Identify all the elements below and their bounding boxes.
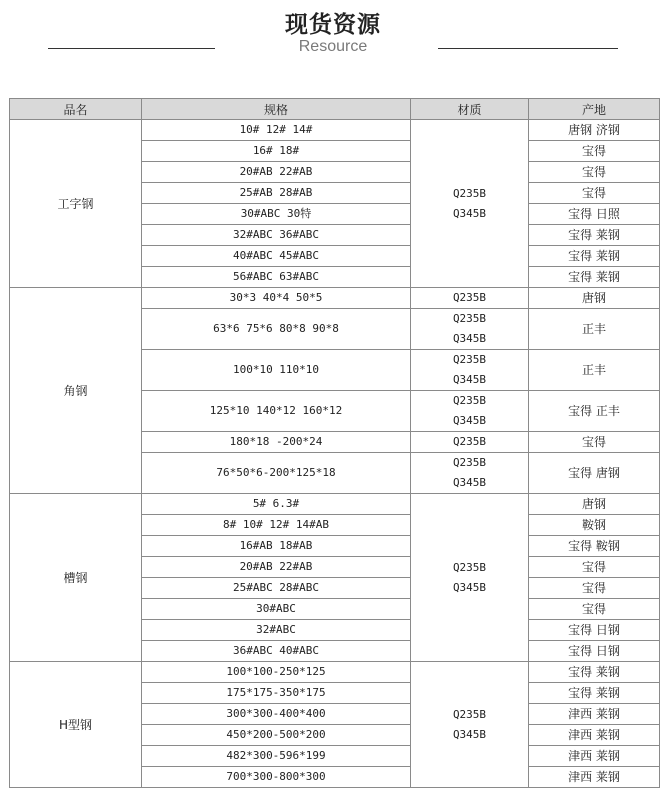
origin-cell: 鞍钢 bbox=[529, 515, 660, 536]
column-header-spec: 规格 bbox=[142, 99, 411, 120]
origin-cell: 宝得 bbox=[529, 432, 660, 453]
title-divider-right bbox=[438, 48, 618, 49]
material-value: Q235B bbox=[452, 456, 487, 469]
column-header-material: 材质 bbox=[411, 99, 529, 120]
spec-cell: 125*10 140*12 160*12 bbox=[142, 391, 411, 432]
material-value: Q235B bbox=[452, 186, 487, 200]
spec-cell: 100*100-250*125 bbox=[142, 662, 411, 683]
origin-cell: 宝得 正丰 bbox=[529, 391, 660, 432]
material-cell bbox=[411, 391, 529, 432]
spec-cell: 482*300-596*199 bbox=[142, 746, 411, 767]
table-row bbox=[10, 494, 660, 515]
spec-cell: 56#ABC 63#ABC bbox=[142, 267, 411, 288]
spec-cell: 20#AB 22#AB bbox=[142, 162, 411, 183]
material-value: Q235B bbox=[452, 312, 487, 325]
spec-cell: 36#ABC 40#ABC bbox=[142, 641, 411, 662]
origin-cell: 唐钢 济钢 bbox=[529, 120, 660, 141]
material-value: Q235B bbox=[452, 291, 487, 304]
product-name-cell: H型钢 bbox=[10, 662, 142, 788]
spec-cell: 76*50*6-200*125*18 bbox=[142, 453, 411, 494]
table-row bbox=[10, 662, 660, 683]
spec-cell: 63*6 75*6 80*8 90*8 bbox=[142, 309, 411, 350]
origin-cell: 唐钢 bbox=[529, 494, 660, 515]
table-header-row bbox=[10, 99, 660, 120]
origin-cell: 唐钢 bbox=[529, 288, 660, 309]
origin-cell: 宝得 莱钢 bbox=[529, 662, 660, 683]
spec-cell: 32#ABC 36#ABC bbox=[142, 225, 411, 246]
table-row bbox=[10, 288, 660, 309]
spec-cell: 32#ABC bbox=[142, 620, 411, 641]
origin-cell: 正丰 bbox=[529, 350, 660, 391]
material-value: Q345B bbox=[452, 332, 487, 345]
material-value: Q235B bbox=[452, 707, 487, 721]
origin-cell: 正丰 bbox=[529, 309, 660, 350]
spec-cell: 30*3 40*4 50*5 bbox=[142, 288, 411, 309]
spec-cell: 450*200-500*200 bbox=[142, 725, 411, 746]
spec-cell: 25#ABC 28#ABC bbox=[142, 578, 411, 599]
spec-cell: 700*300-800*300 bbox=[142, 767, 411, 788]
material-cell bbox=[411, 432, 529, 453]
origin-cell: 宝得 莱钢 bbox=[529, 225, 660, 246]
product-name-cell: 角钢 bbox=[10, 288, 142, 494]
product-name-cell: 工字钢 bbox=[10, 120, 142, 288]
page-subtitle: Resource bbox=[298, 38, 368, 55]
origin-cell: 津西 莱钢 bbox=[529, 767, 660, 788]
page-header bbox=[0, 0, 666, 70]
origin-cell: 宝得 日钢 bbox=[529, 641, 660, 662]
material-cell bbox=[411, 494, 529, 662]
material-value: Q235B bbox=[452, 560, 487, 574]
origin-cell: 津西 莱钢 bbox=[529, 746, 660, 767]
material-value: Q345B bbox=[452, 727, 487, 741]
material-value: Q345B bbox=[452, 414, 487, 427]
spec-cell: 5# 6.3# bbox=[142, 494, 411, 515]
origin-cell: 宝得 bbox=[529, 599, 660, 620]
material-value: Q235B bbox=[452, 435, 487, 448]
spec-cell: 300*300-400*400 bbox=[142, 704, 411, 725]
resource-table bbox=[9, 98, 660, 788]
table-body bbox=[10, 120, 660, 788]
spec-cell: 100*10 110*10 bbox=[142, 350, 411, 391]
spec-cell: 30#ABC bbox=[142, 599, 411, 620]
origin-cell: 宝得 日钢 bbox=[529, 620, 660, 641]
spec-cell: 10# 12# 14# bbox=[142, 120, 411, 141]
column-header-name: 品名 bbox=[10, 99, 142, 120]
origin-cell: 宝得 bbox=[529, 578, 660, 599]
origin-cell: 宝得 鞍钢 bbox=[529, 536, 660, 557]
material-value: Q345B bbox=[452, 476, 487, 489]
spec-cell: 20#AB 22#AB bbox=[142, 557, 411, 578]
material-cell bbox=[411, 309, 529, 350]
spec-cell: 30#ABC 30特 bbox=[142, 204, 411, 225]
spec-cell: 25#AB 28#AB bbox=[142, 183, 411, 204]
spec-cell: 16#AB 18#AB bbox=[142, 536, 411, 557]
origin-cell: 宝得 莱钢 bbox=[529, 267, 660, 288]
material-value: Q235B bbox=[452, 353, 487, 366]
material-cell bbox=[411, 288, 529, 309]
origin-cell: 宝得 莱钢 bbox=[529, 246, 660, 267]
material-value: Q345B bbox=[452, 206, 487, 220]
page-title: 现货资源 bbox=[285, 12, 381, 38]
origin-cell: 宝得 bbox=[529, 557, 660, 578]
material-cell bbox=[411, 350, 529, 391]
origin-cell: 津西 莱钢 bbox=[529, 704, 660, 725]
spec-cell: 16# 18# bbox=[142, 141, 411, 162]
material-cell bbox=[411, 453, 529, 494]
column-header-origin: 产地 bbox=[529, 99, 660, 120]
spec-cell: 8# 10# 12# 14#AB bbox=[142, 515, 411, 536]
origin-cell: 津西 莱钢 bbox=[529, 725, 660, 746]
origin-cell: 宝得 日照 bbox=[529, 204, 660, 225]
spec-cell: 40#ABC 45#ABC bbox=[142, 246, 411, 267]
origin-cell: 宝得 莱钢 bbox=[529, 683, 660, 704]
material-cell bbox=[411, 120, 529, 288]
origin-cell: 宝得 唐钢 bbox=[529, 453, 660, 494]
material-value: Q345B bbox=[452, 373, 487, 386]
origin-cell: 宝得 bbox=[529, 141, 660, 162]
material-cell bbox=[411, 662, 529, 788]
spec-cell: 180*18 -200*24 bbox=[142, 432, 411, 453]
product-name-cell: 槽钢 bbox=[10, 494, 142, 662]
origin-cell: 宝得 bbox=[529, 162, 660, 183]
material-value: Q345B bbox=[452, 580, 487, 594]
material-value: Q235B bbox=[452, 394, 487, 407]
table-row bbox=[10, 120, 660, 141]
spec-cell: 175*175-350*175 bbox=[142, 683, 411, 704]
origin-cell: 宝得 bbox=[529, 183, 660, 204]
